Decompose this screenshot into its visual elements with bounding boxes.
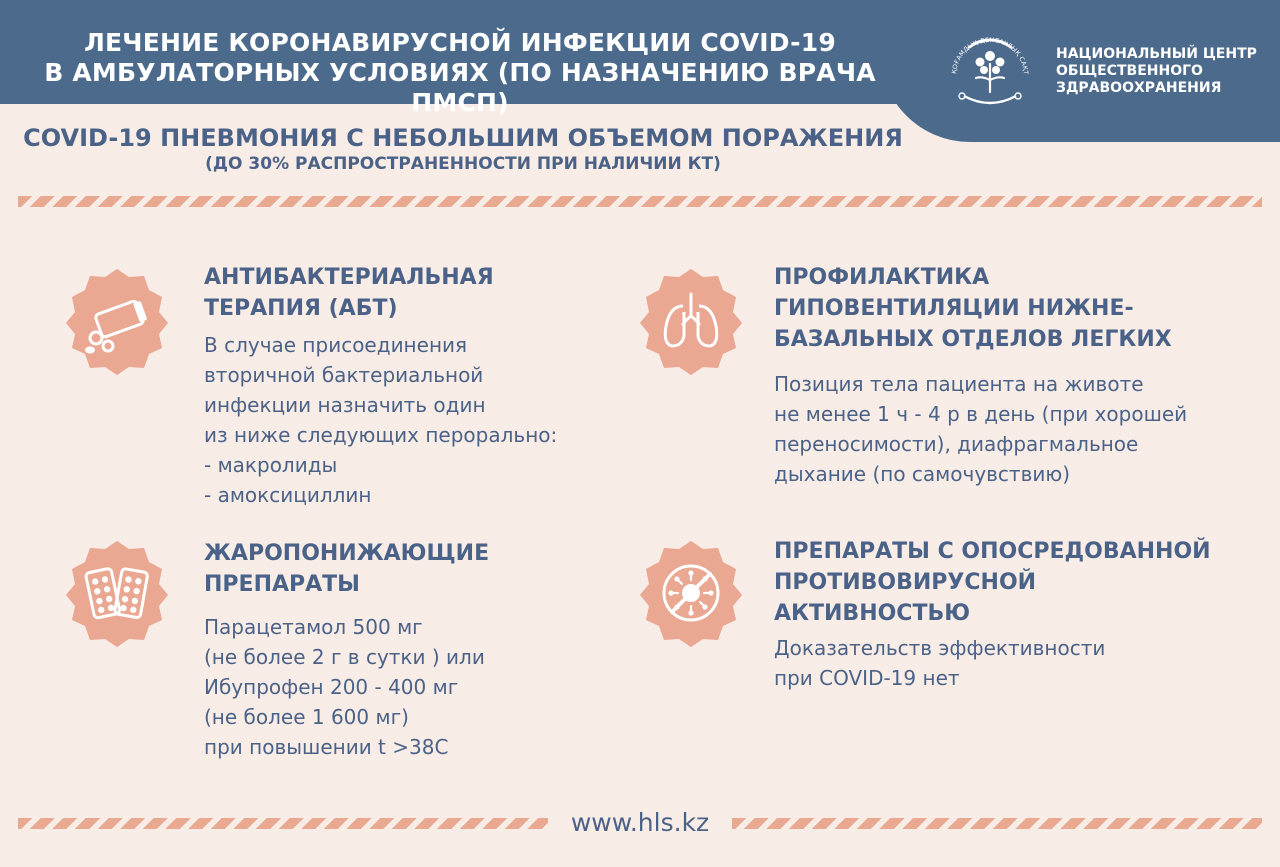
section-text-line: Парацетамол 500 мг [204, 615, 423, 639]
section-heading-line: АНТИБАКТЕРИАЛЬНАЯ [204, 265, 494, 290]
section-antipyretics [204, 538, 624, 762]
section-text [204, 612, 624, 762]
section-text-line: из ниже следующих перорально: [204, 423, 558, 447]
section-heading-line: ПРЕПАРАТЫ С ОПОСРЕДОВАННОЙ [774, 539, 1211, 564]
page-title-line-1: ЛЕЧЕНИЕ КОРОНАВИРУСНОЙ ИНФЕКЦИИ COVID-19 [84, 28, 836, 57]
section-text-line: не менее 1 ч - 4 р в день (при хорошей [774, 402, 1188, 426]
section-hypoventilation-prevention [774, 262, 1254, 489]
section-heading [774, 536, 1254, 629]
section-text [774, 633, 1254, 693]
no-virus-icon [636, 538, 746, 648]
section-text-line: - макролиды [204, 453, 338, 477]
section-text-line: переносимости), диафрагмальное [774, 432, 1139, 456]
pill-blister-icon [62, 538, 172, 648]
decorative-stripe-top [18, 196, 1262, 207]
section-text-line: вторичной бактериальной [204, 363, 484, 387]
lungs-icon [636, 266, 746, 376]
section-heading [204, 262, 624, 324]
section-heading [204, 538, 624, 600]
decorative-stripe-bottom-left [18, 818, 548, 829]
section-text-line: (не более 2 г в сутки ) или [204, 645, 485, 669]
section-heading [774, 262, 1254, 355]
organization-name-line-1: НАЦИОНАЛЬНЫЙ ЦЕНТР [1056, 46, 1257, 62]
section-heading-line: ТЕРАПИЯ (АБТ) [204, 296, 398, 321]
emblem-text: ҚОҒАМДЫҚ ДЕНСАУЛЫҚ САҚТ [951, 36, 1030, 75]
section-text [774, 369, 1254, 489]
section-text-line: Позиция тела пациента на животе [774, 372, 1144, 396]
emblem-logo [942, 20, 1038, 116]
organization-name [1056, 46, 1257, 97]
section-heading-line: АКТИВНОСТЬЮ [774, 601, 971, 626]
organization-name-line-2: ОБЩЕСТВЕННОГО [1056, 63, 1203, 79]
pill-bottle-icon [62, 266, 172, 376]
section-text [204, 330, 624, 510]
section-text-line: при COVID-19 нет [774, 666, 960, 690]
section-heading-line: ПРОТИВОВИРУСНОЙ [774, 570, 1037, 595]
page-title-line-2: В АМБУЛАТОРНЫХ УСЛОВИЯХ (ПО НАЗНАЧЕНИЮ ВРАЧА ПМСП) [44, 58, 876, 117]
page-title [0, 28, 920, 118]
section-text-line: Доказательств эффективности [774, 636, 1106, 660]
section-text-line: Ибупрофен 200 - 400 мг [204, 675, 459, 699]
section-text-line: дыхание (по самочувствию) [774, 462, 1071, 486]
section-heading-line: ПРОФИЛАКТИКА [774, 265, 990, 290]
subtitle: COVID-19 ПНЕВМОНИЯ С НЕБОЛЬШИМ ОБЪЕМОМ ПОРАЖЕНИЯ [23, 124, 903, 152]
section-text-line: инфекции назначить один [204, 393, 486, 417]
website-link[interactable]: www.hls.kz [570, 808, 710, 837]
decorative-stripe-bottom-right [732, 818, 1262, 829]
organization-name-line-3: ЗДРАВООХРАНЕНИЯ [1056, 80, 1222, 96]
section-text-line: В случае присоединения [204, 333, 468, 357]
section-text-line: при повышении t >38С [204, 735, 449, 759]
section-antibacterial-therapy [204, 262, 624, 510]
section-text-line: - амоксициллин [204, 483, 372, 507]
section-heading-line: ПРЕПАРАТЫ [204, 572, 360, 597]
section-heading-line: ЖАРОПОНИЖАЮЩИЕ [204, 541, 490, 566]
section-text-line: (не более 1 600 мг) [204, 705, 409, 729]
subtitle-note: (ДО 30% РАСПРОСТРАНЕННОСТИ ПРИ НАЛИЧИИ КТ) [205, 154, 721, 174]
section-indirect-antiviral [774, 536, 1254, 693]
section-heading-line: БАЗАЛЬНЫХ ОТДЕЛОВ ЛЕГКИХ [774, 327, 1172, 352]
section-heading-line: ГИПОВЕНТИЛЯЦИИ НИЖНЕ- [774, 296, 1134, 321]
